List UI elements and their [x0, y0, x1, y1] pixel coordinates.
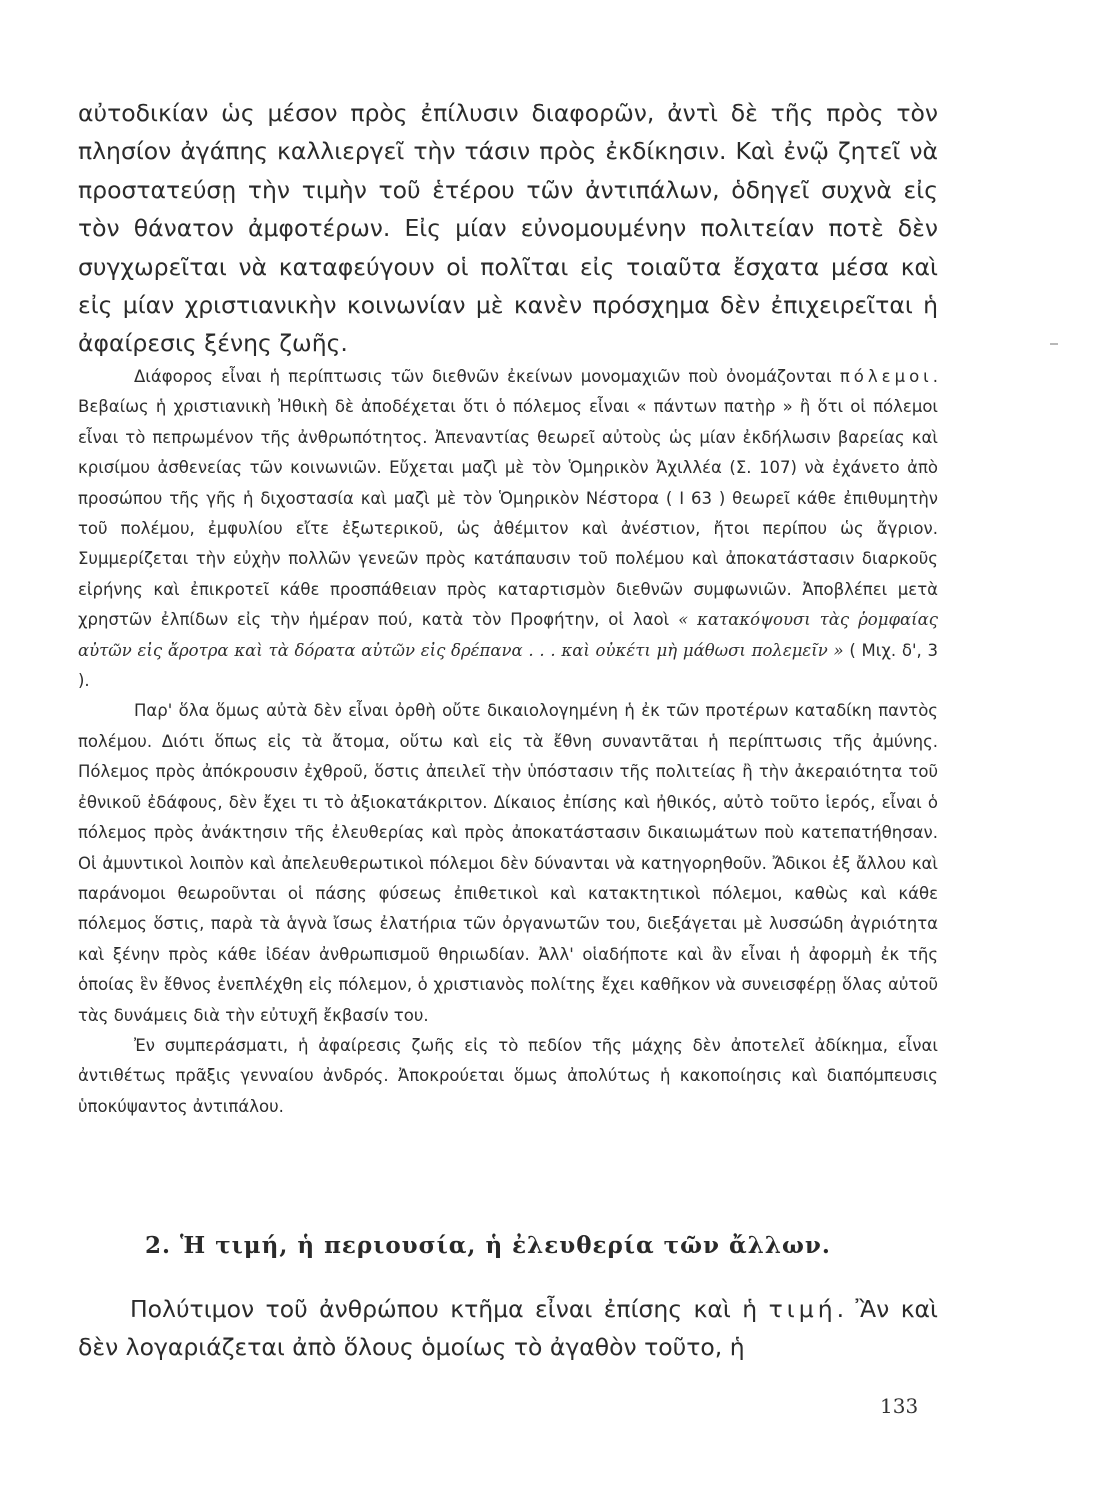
text-run: . Βεβαίως ἡ χριστιανικὴ Ἠθικὴ δὲ ἀποδέχεται ὅτι ὁ πόλεμος εἶναι « πάντων πατὴρ » ἢ ὅτι οἱ πόλεμοι εἶναι τὸ πεπρωμένον τῆς ἀνθρωπότητος. Ἀπεναντίας θεωρεῖ αὐτοὺς ὡς μίαν ἐκδήλωσιν βαρείας καὶ κρισίμου ἀσθενείας τῶν κοινωνιῶν. Εὔχεται μαζὶ μὲ τὸν Ὁμηρικὸν Ἀχιλλέα (Σ. 107) νὰ ἐχάνετο ἀπὸ προσώπου τῆς γῆς ἡ διχοστασία καὶ μαζὶ μὲ τὸν Ὁμηρικὸν Νέστορα ( Ι 63 ) θεωρεῖ κάθε ἐπιθυμητὴν τοῦ πολέμου, ἐμφυλίου εἴτε ἐξωτερικοῦ, ὡς ἀθέμιτον καὶ ἀνέστιον, ἤτοι περίπου ὡς ἄγριον. Συμμερίζεται τὴν εὐχὴν πολλῶν γενεῶν πρὸς κατάπαυσιν τοῦ πολέμου καὶ ἀποκατάστασιν διαρκοῦς εἰρήνης καὶ ἐπικροτεῖ κάθε προσπάθειαν πρὸς καταρτισμὸν διεθνῶν συμφωνιῶν. Ἀποβλέπει μετὰ χρηστῶν ἐλπίδων εἰς τὴν ἡμέραν πού, κατὰ τὸν Προφήτην, οἱ λαοὶ	[78, 367, 938, 630]
page-number: 133	[880, 1394, 919, 1418]
small-paragraph-war	[78, 362, 938, 696]
small-paragraph-defense: Παρ' ὅλα ὅμως αὐτὰ δὲν εἶναι ὀρθὴ οὔτε δικαιολογημένη ἡ ἐκ τῶν προτέρων καταδίκη παντὸς πολέμου. Διότι ὅπως εἰς τὰ ἄτομα, οὕτω καὶ εἰς τὰ ἔθνη συναντᾶται ἡ περίπτωσις τῆς ἀμύνης. Πόλεμος πρὸς ἀπόκρουσιν ἐχθροῦ, ὅστις ἀπειλεῖ τὴν ὑπόστασιν τῆς πολιτείας ἢ τὴν ἀκεραιότητα τοῦ ἐθνικοῦ ἐδάφους, δὲν ἔχει τι τὸ ἀξιοκατάκριτον. Δίκαιος ἐπίσης καὶ ἠθικός, αὐτὸ τοῦτο ἱερός, εἶναι ὁ πόλεμος πρὸς ἀνάκτησιν τῆς ἐλευθερίας καὶ πρὸς ἀποκατάστασιν δικαιωμάτων ποὺ κατεπατήθησαν. Οἱ ἀμυντικοὶ λοιπὸν καὶ ἀπελευθερωτικοὶ πόλεμοι δὲν δύνανται νὰ κατηγορηθοῦν. Ἄδικοι ἐξ ἄλλου καὶ παράνομοι θεωροῦνται οἱ πάσης φύσεως ἐπιθετικοὶ καὶ κατακτητικοὶ πόλεμοι, καθὼς καὶ κάθε πόλεμος ὅστις, παρὰ τὰ ἁγνὰ ἴσως ἐλατήρια τῶν ὀργανωτῶν του, διεξάγεται μὲ λυσσώδη ἀγριότητα καὶ ξένην πρὸς κάθε ἰδέαν ἀνθρωπισμοῦ θηριωδίαν. Ἀλλ' οἱαδήποτε καὶ ἂν εἶναι ἡ ἀφορμὴ ἐκ τῆς ὁποίας ἓν ἔθνος ἐνεπλέχθη εἰς πόλεμον, ὁ χριστιανὸς πολίτης ἔχει καθῆκον νὰ συνεισφέρῃ ὅλας αὐτοῦ τὰς δυνάμεις διὰ τὴν εὐτυχῆ ἔκβασίν του.	[78, 701, 938, 1025]
main-paragraph: αὐτοδικίαν ὡς μέσον πρὸς ἐπίλυσιν διαφορῶν, ἀντὶ δὲ τῆς πρὸς τὸν πλησίον ἀγάπης καλλιεργεῖ τὴν τάσιν πρὸς ἐκδίκησιν. Καὶ ἐνῷ ζητεῖ νὰ προστατεύσῃ τὴν τιμὴν τοῦ ἑτέρου τῶν ἀντιπάλων, ὁδηγεῖ συχνὰ εἰς τὸν θάνατον ἀμφοτέρων. Εἰς μίαν εὐνομουμένην πολιτείαν ποτὲ δὲν συγχωρεῖται νὰ καταφεύγουν οἱ πολῖται εἰς τοιαῦτα ἔσχατα μέσα καὶ εἰς μίαν χριστιανικὴν κοινωνίαν μὲ κανὲν πρόσχημα δὲν ἐπιχειρεῖται ἡ ἀφαίρεσις ξένης ζωῆς.	[78, 99, 938, 358]
small-paragraph-conclusion: Ἐν συμπεράσματι, ἡ ἀφαίρεσις ζωῆς εἰς τὸ πεδίον τῆς μάχης δὲν ἀποτελεῖ ἀδίκημα, εἶναι ἀντιθέτως πρᾶξις γενναίου ἀνδρός. Ἀποκρούεται ὅμως ἀπολύτως ἡ κακοποίησις καὶ διαπόμπευσις ὑποκύψαντος ἀντιπάλου.	[78, 1035, 938, 1116]
margin-mark	[1050, 343, 1058, 345]
text-run: Διάφορος εἶναι ἡ περίπτωσις τῶν διεθνῶν ἐκείνων μονομαχιῶν ποὺ ὀνομάζονται	[134, 367, 840, 386]
section-paragraph	[78, 1290, 938, 1366]
small-print-block	[78, 362, 938, 1122]
spaced-word: τιμή	[768, 1295, 837, 1323]
text-run: ( Μιχ. δ', 3 ).	[78, 640, 938, 691]
spaced-word: πόλεμοι	[839, 367, 933, 386]
prophet-quote: « κατακόψουσι τὰς ῥομφαίας αὐτῶν εἰς ἄροτρα καὶ τὰ δόρατα αὐτῶν εἰς δρέπανα . . . καὶ οὐκέτι μὴ μάθωσι πολεμεῖν »	[78, 610, 938, 660]
section-heading: 2. Ἡ τιμή, ἡ περιουσία, ἡ ἐλευθερία τῶν ἄλλων.	[145, 1232, 831, 1259]
text-run: Πολύτιμον τοῦ ἀνθρώπου κτῆμα εἶναι ἐπίσης καὶ ἡ	[130, 1295, 769, 1323]
text-run: . Ἂν καὶ δὲν λογαριάζεται ἀπὸ ὅλους ὁμοίως τὸ ἀγαθὸν τοῦτο, ἡ	[78, 1295, 938, 1361]
